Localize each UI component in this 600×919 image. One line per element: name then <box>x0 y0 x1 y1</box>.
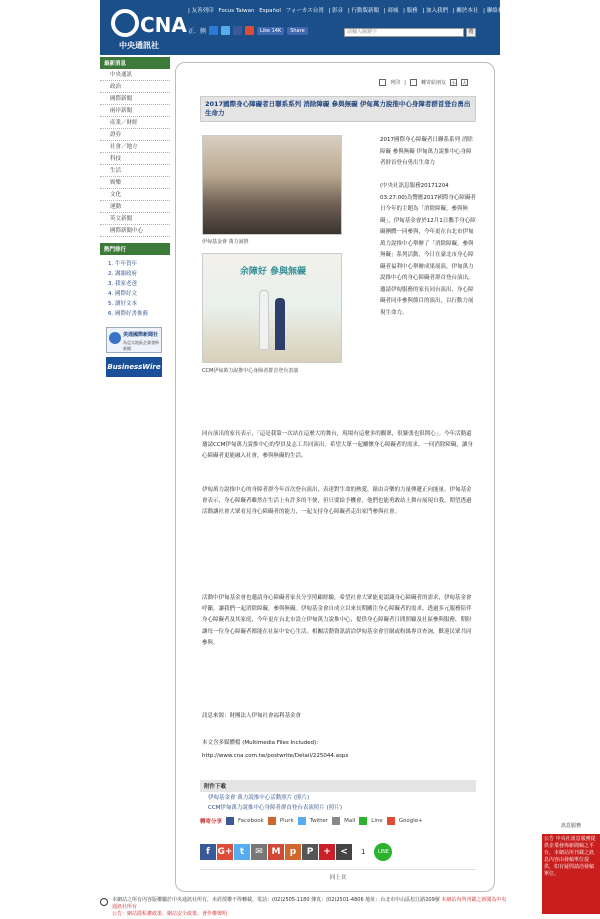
footer-policy-links[interactable]: 公告：網站隱私權政策、網站安全政策、著作權聲明 <box>112 911 228 917</box>
sidebar-item[interactable]: 國際新聞中心 <box>100 225 170 237</box>
top-nav <box>188 6 512 14</box>
google-plus-icon[interactable] <box>387 817 395 825</box>
attachment-link[interactable]: CCM伊甸萬力說推中心身障者群首登台表演照片 (照片) <box>208 805 342 811</box>
logo-text: 中央通訊社 <box>119 41 159 50</box>
line-icon[interactable] <box>359 817 367 825</box>
twitter-share-icon[interactable]: t <box>234 844 250 860</box>
footer-copyright: 本網站之所有內容版權屬於中央通訊社所有，未經授權不得轉載。電話：(02)2505-1180 傳真：(02)2501-4806 地址：台北市中山區松江路209號 <box>112 897 440 903</box>
article-source: 訊息來源：財團法人伊甸社會福利基金會 <box>202 713 302 719</box>
recommend-item[interactable]: Google+ <box>398 818 423 824</box>
article-photo-1[interactable] <box>202 135 342 235</box>
photo-caption-1: 伊甸基金會 萬力說推 <box>202 239 249 245</box>
search-button[interactable]: 搜 <box>466 28 476 37</box>
sidebar-item[interactable]: 科技 <box>100 153 170 165</box>
plurk-icon[interactable] <box>268 817 276 825</box>
article-lead: 2017國際身心障礙者日聯系系列 消除障礙 參與無礙 伊甸萬力說推中心身障者群首登台勇出生命力 (中央社訊息服務20171204 03:27:00)為響應2017國際身心障礙者日今年的主題為「消除障礙，參與無礙」，伊甸基金會於12月1日攜手身心障礙團體一同參與，今年更在台北市伊甸萬力說推中心舉辦了「消除障礙，參與無礙」系列活動，今日在臺北市身心障礙者福利中心舉辦成果展演，伊甸萬力說推中心的身心障礙者群首登台演出，邀請伊甸服務的家長同台演出，身心障礙者同步參與節目的演出，以行動力展現生命力。 <box>380 137 476 316</box>
article-paragraph: 同台演出的家長表示，「這是我第一次站在這麼大的舞台，現場有這麼多的觀眾，很緊張也很開心」。今年活動還邀請CCM伊甸萬力說推中心的學員及志工共同演出，希望大眾一起關懷身心障礙者的需求，一同消除障礙，讓身心障礙者更能融入社會，參與無礙的生活。 <box>202 431 473 460</box>
fb-like-button[interactable]: Like 14K <box>257 27 284 35</box>
google-plus-share-icon[interactable]: G+ <box>217 844 233 860</box>
twitter-icon[interactable] <box>298 817 306 825</box>
recommend-item[interactable]: Facebook <box>238 818 264 824</box>
back-link[interactable]: 回上頁 <box>200 869 476 881</box>
cna-logo-icon <box>110 8 187 38</box>
line-share-button[interactable]: LINE <box>374 843 392 861</box>
twitter-icon[interactable] <box>221 26 230 35</box>
topnav-item[interactable]: | 加入我們 <box>422 8 449 14</box>
site-logo[interactable] <box>100 0 187 55</box>
email-share-icon[interactable]: ✉ <box>251 844 267 860</box>
pinterest-share-icon[interactable]: + <box>319 844 335 860</box>
print-share-icon[interactable]: P <box>302 844 318 860</box>
ad-title: 美通國際新聞社 <box>123 332 159 338</box>
sidebar-item[interactable]: 國際新聞 <box>100 93 170 105</box>
recommend-item[interactable]: Mail <box>344 818 356 824</box>
print-link[interactable]: 列印 <box>390 80 401 86</box>
article-paragraph: 活動中伊甸基金會也邀請身心障礙者家長分享照顧經驗，希望社會大眾能更認識身心障礙者的需求，伊甸基金會呼籲，讓我們一起消除障礙，參與無礙。伊甸基金會自成立以來長期關注身心障礙者的需求，透過多元服務陪伴身心障礙者及其家庭，今年更在台北市設立伊甸萬力說推中心，提供身心障礙者日間照顧及社區參與服務，期盼讓每一位身心障礙者都能在社區中安心生活。相關活動資訊請洽伊甸基金會官網或粉絲專頁查詢，歡迎民眾共同參與。 <box>202 595 472 646</box>
ranking-item[interactable]: 6. 國際好書推薦 <box>108 311 148 317</box>
site-header <box>100 0 509 55</box>
article-toolbar: 列印 | 轉寄給朋友 小 大 <box>379 79 468 86</box>
font-small-button[interactable]: 小 <box>451 81 457 87</box>
share-buttons <box>200 843 392 861</box>
topnav-item[interactable]: | 行動版新聞 <box>347 8 379 14</box>
notice-title: 訊息服務 <box>560 823 581 829</box>
topnav-item[interactable]: Español <box>259 8 281 14</box>
topnav-item[interactable]: | 服務 <box>403 8 418 14</box>
article-paragraph: 伊甸萬力說推中心的身障者群今年首次登台演出，表達對生命的熱愛，藉由音樂的力量傳遞正向能量。伊甸基金會表示，身心障礙者雖然在生活上有許多的不便，但只要給予機會，他們也能勇敢站上舞台展現自我，期望透過活動讓社會大眾看見身心障礙者的能力，一起支持身心障礙者走出家門參與社會。 <box>202 487 472 516</box>
topnav-item[interactable]: | 友善列印 <box>188 8 214 14</box>
share-count: 1 <box>361 848 366 856</box>
attachment-link[interactable]: 伊甸基金會 萬力說推中心活動照片 (照片) <box>208 795 310 801</box>
facebook-icon[interactable] <box>226 817 234 825</box>
article-card <box>175 62 495 892</box>
svg-text:CNA: CNA <box>140 13 187 37</box>
globe-icon <box>109 332 121 344</box>
recommend-label: 轉寄分享 <box>200 819 223 825</box>
recommend-item[interactable]: Line <box>371 818 383 824</box>
recommend-bar <box>200 817 423 825</box>
sidebar-item[interactable]: 運動 <box>100 201 170 213</box>
ranking-section-title: 熱門排行 <box>100 243 170 255</box>
topnav-item[interactable]: | 聯絡我們 <box>483 8 509 14</box>
sidebar-item[interactable]: 政治 <box>100 81 170 93</box>
facebook-icon[interactable] <box>233 26 242 35</box>
font-large-button[interactable]: 大 <box>462 81 468 87</box>
plurk-icon[interactable] <box>209 26 218 35</box>
prnewswire-ad[interactable] <box>106 327 162 353</box>
photo-figure <box>275 298 285 350</box>
ranking-item[interactable]: 4. 國際好文 <box>108 291 137 297</box>
sidebar-item[interactable]: 生活 <box>100 165 170 177</box>
recommend-item[interactable]: Plurk <box>279 818 294 824</box>
multimedia-link[interactable]: http://www.cna.com.tw/postwrite/Detail/225044.aspx <box>202 753 349 759</box>
businesswire-ad[interactable]: BusinessWire <box>106 357 162 377</box>
photo-caption-2: CCM伊甸萬力說推中心身障者群首登台表演 <box>202 368 299 374</box>
ranking-item[interactable]: 2. 謝謝政府 <box>108 271 137 277</box>
email-link[interactable]: 轉寄給朋友 <box>420 80 446 86</box>
ad-subtitle: 為亞太地區企業發佈新聞 <box>123 340 159 351</box>
sidebar-item[interactable]: 證券 <box>100 129 170 141</box>
notice-sticker[interactable] <box>542 822 600 914</box>
google-plus-icon[interactable] <box>245 26 254 35</box>
sidebar-item[interactable]: 中央通訊 <box>100 69 170 81</box>
sidebar-item[interactable]: 英文新聞 <box>100 213 170 225</box>
plurk-share-icon[interactable]: p <box>285 844 301 860</box>
header-share-bar <box>188 26 308 35</box>
recommend-item[interactable]: Twitter <box>309 818 329 824</box>
notice-body: 公告 中央社訊息服務提供企業發佈新聞稿之平台，本網站所刊載之訊息內容由發稿單位提供，如有疑問請洽發稿單位。 <box>542 834 600 914</box>
email-icon[interactable] <box>410 79 417 86</box>
mail-icon[interactable] <box>332 817 340 825</box>
article-title: 2017國際身心障礙者日聯系系列 消除障礙 參與無礙 伊甸萬力說推中心身障者群首登台勇出生命力 <box>200 96 476 122</box>
sidebar-section-title: 最新消息 <box>100 57 170 69</box>
topnav-item[interactable]: Focus Taiwan <box>218 8 255 14</box>
gmail-share-icon[interactable]: M <box>268 844 284 860</box>
article-photo-2[interactable] <box>202 253 342 363</box>
sidebar-item[interactable]: 兩岸新聞 <box>100 105 170 117</box>
photo-banner-text: 余障好 參與無礙 <box>239 267 307 277</box>
sidebar-item[interactable]: 娛樂 <box>100 177 170 189</box>
more-share-icon[interactable]: < <box>336 844 352 860</box>
topnav-item[interactable]: | 影音 <box>328 8 344 14</box>
left-sidebar <box>100 57 170 377</box>
ranking-item[interactable]: 1. 牛年賀年 <box>108 261 137 267</box>
photo-figure <box>259 290 269 350</box>
sidebar-item[interactable]: 文化 <box>100 189 170 201</box>
topnav-item[interactable]: フォーカス台湾 <box>285 8 324 14</box>
fb-share-button[interactable]: Share <box>287 27 307 35</box>
facebook-share-icon[interactable]: f <box>200 844 216 860</box>
search-input[interactable]: 請輸入關鍵字 <box>344 28 464 37</box>
print-icon[interactable] <box>379 79 386 86</box>
multimedia-label: 本文含多媒體檔 (Multimedia Files Included)： <box>202 740 322 746</box>
ranking-item[interactable]: 3. 我家老爸 <box>108 281 137 287</box>
topnav-item[interactable]: | 商城 <box>383 8 399 14</box>
attachments-header: 附件下載 <box>200 780 476 792</box>
sidebar-item[interactable]: 社會／地方 <box>100 141 170 153</box>
footer-notice: 本網站內所刊載之新聞為中央通訊社所有 <box>112 897 507 910</box>
site-footer <box>100 897 510 918</box>
ranking-item[interactable]: 5. 讀好文本 <box>108 301 137 307</box>
sidebar-item[interactable]: 產業／財經 <box>100 117 170 129</box>
share-label: 正．側 <box>188 28 207 35</box>
topnav-item[interactable]: | 關於本社 <box>452 8 479 14</box>
